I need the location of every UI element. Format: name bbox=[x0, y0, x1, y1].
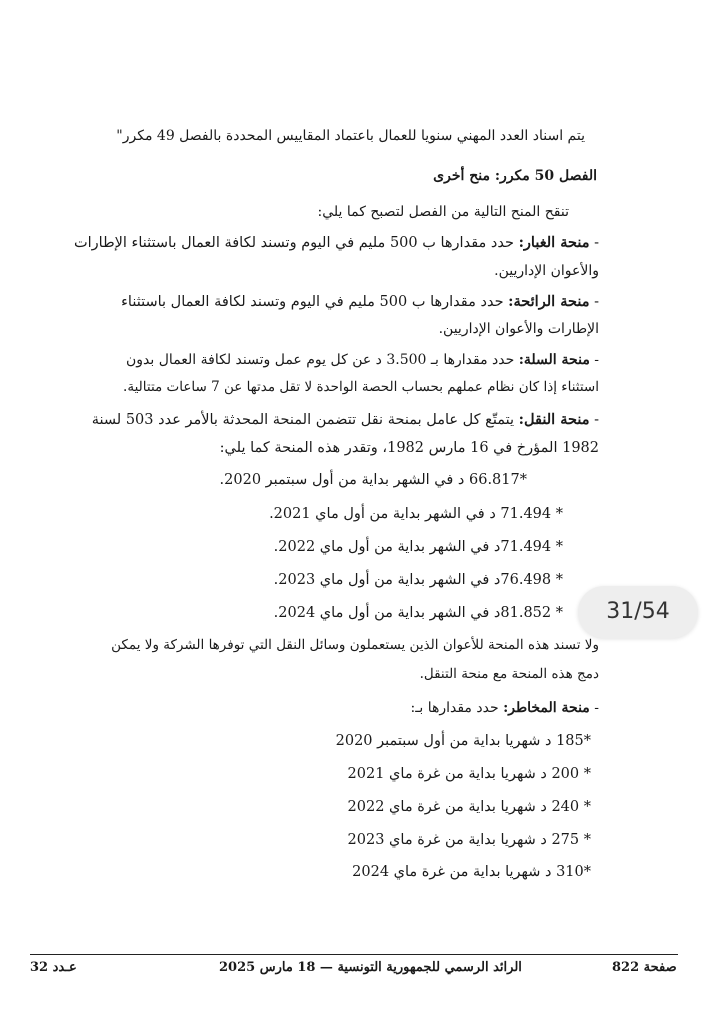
basket-allowance-label: منحة السلة: bbox=[518, 352, 590, 368]
risk-rate-2020: *185 د شهريا بداية من أول سبتمبر 2020 bbox=[335, 733, 591, 749]
transport-rate-2022: * 71.494د في الشهر بداية من أول ماي 2022. bbox=[273, 539, 563, 555]
transport-allowance-line-1: - منحة النقل: يتمتّع كل عامل بمنحة نقل تتضمن المنحة المحدثة بالأمر عدد 503 لسنة bbox=[91, 411, 599, 428]
transport-note-line-2: دمج هذه المنحة مع منحة التنقل. bbox=[419, 666, 599, 682]
transport-rate-2021: * 71.494 د في الشهر بداية من أول ماي 2021. bbox=[269, 506, 563, 522]
transport-allowance-text: يتمتّع كل عامل بمنحة نقل تتضمن المنحة المحدثة بالأمر عدد 503 لسنة bbox=[91, 412, 515, 428]
dust-allowance-line-2: والأعوان الإداريين. bbox=[494, 263, 599, 279]
lead-text: تنقح المنح التالية من الفصل لتصبح كما يلي: bbox=[317, 204, 569, 220]
risk-allowance-line: - منحة المخاطر: حدد مقدارها بـ: bbox=[410, 700, 599, 716]
transport-allowance-label: منحة النقل: bbox=[518, 411, 590, 428]
page-indicator[interactable]: 31/54 bbox=[578, 586, 698, 638]
smell-allowance-line-1: - منحة الرائحة: حدد مقدارها ب 500 مليم في اليوم وتسند لكافة العمال باستثناء bbox=[121, 293, 599, 310]
risk-rate-2024: *310 د شهريا بداية من غرة ماي 2024 bbox=[352, 864, 591, 880]
transport-allowance-line-2: 1982 المؤرخ في 16 مارس 1982، وتقدر هذه المنحة كما يلي: bbox=[219, 440, 599, 456]
transport-rate-2023: * 76.498د في الشهر بداية من أول ماي 2023. bbox=[273, 572, 563, 588]
smell-allowance-text: حدد مقدارها ب 500 مليم في اليوم وتسند لكافة العمال باستثناء bbox=[121, 294, 504, 310]
transport-note-line-1: ولا تسند هذه المنحة للأعوان الذين يستعملون وسائل النقل التي توفرها الشركة ولا يمكن bbox=[111, 637, 599, 653]
footer-divider bbox=[30, 954, 678, 955]
risk-allowance-label: منحة المخاطر: bbox=[503, 700, 590, 716]
dust-allowance-text: حدد مقدارها ب 500 مليم في اليوم وتسند لكافة العمال باستثناء الإطارات bbox=[73, 235, 514, 251]
transport-rate-2024: * 81.852د في الشهر بداية من أول ماي 2024. bbox=[273, 605, 563, 621]
risk-rate-2023: * 275 د شهريا بداية من غرة ماي 2023 bbox=[347, 832, 591, 848]
transport-rate-2020: *66.817 د في الشهر بداية من أول سبتمبر 2020. bbox=[219, 472, 527, 488]
footer-issue-number: عـدد 32 bbox=[30, 960, 77, 975]
basket-allowance-line-2: استثناء إذا كان نظام عملهم بحساب الحصة الواحدة لا تقل مدتها عن 7 ساعات متتالية. bbox=[123, 379, 599, 395]
intro-line: يتم اسناد العدد المهني سنويا للعمال باعتماد المقاييس المحددة بالفصل 49 مكرر" bbox=[116, 128, 585, 144]
risk-rate-2022: * 240 د شهريا بداية من غرة ماي 2022 bbox=[347, 799, 591, 815]
risk-allowance-text: حدد مقدارها بـ: bbox=[410, 700, 499, 716]
footer-page-number: صفحة 822 bbox=[612, 960, 677, 975]
dust-allowance-line-1: - منحة الغبار: حدد مقدارها ب 500 مليم في اليوم وتسند لكافة العمال باستثناء الإطارات bbox=[73, 234, 599, 251]
risk-rate-2021: * 200 د شهريا بداية من غرة ماي 2021 bbox=[347, 766, 591, 782]
smell-allowance-label: منحة الرائحة: bbox=[508, 293, 590, 310]
basket-allowance-line-1: - منحة السلة: حدد مقدارها بـ 3.500 د عن كل يوم عمل وتسند لكافة العمال بدون bbox=[126, 352, 599, 368]
basket-allowance-text: حدد مقدارها بـ 3.500 د عن كل يوم عمل وتسند لكافة العمال بدون bbox=[126, 352, 515, 368]
dust-allowance-label: منحة الغبار: bbox=[518, 234, 590, 251]
footer-journal-title: الرائد الرسمي للجمهورية التونسية — 18 مارس 2025 bbox=[219, 960, 522, 975]
chapter-title: الفصل 50 مكرر: منح أخرى bbox=[433, 168, 597, 184]
smell-allowance-line-2: الإطارات والأعوان الإداريين. bbox=[438, 321, 599, 337]
